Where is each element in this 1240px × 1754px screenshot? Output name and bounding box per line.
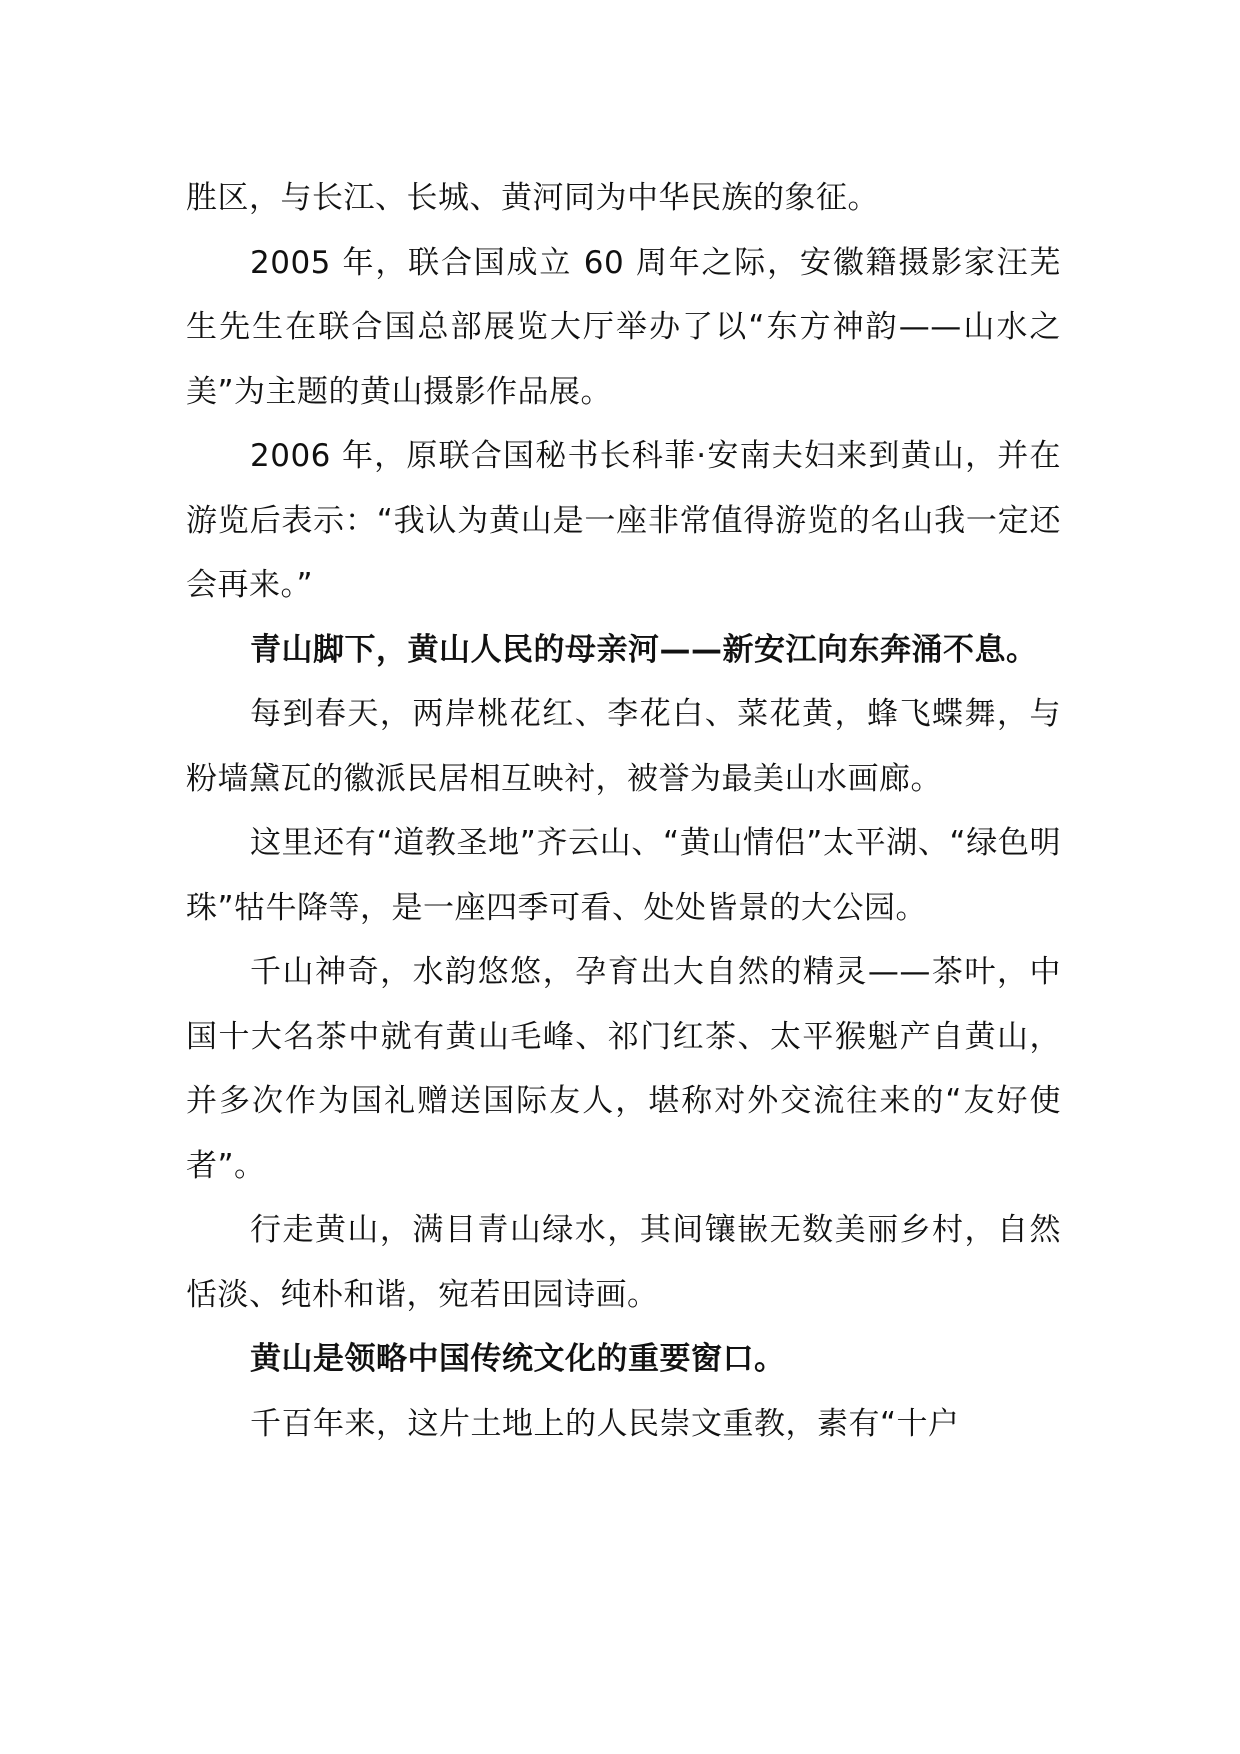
paragraph-culture-start: 千百年来，这片土地上的人民崇文重教，素有“十户	[250, 1405, 960, 1442]
heading-traditional-culture: 黄山是领略中国传统文化的重要窗口。	[250, 1341, 786, 1377]
paragraph-scenic-spots: 这里还有“道教圣地”齐云山、“黄山情侣”太平湖、“绿色明珠”牯牛降等，是一座四季可看、处处皆景的大公园。	[186, 825, 1061, 926]
paragraph-spring-scenery: 每到春天，两岸桃花红、李花白、菜花黄，蜂飞蝶舞，与粉墙黛瓦的徽派民居相互映衬，被誉为最美山水画廊。	[186, 696, 1061, 797]
paragraph-2006-annan-visit: 2006 年，原联合国秘书长科菲·安南夫妇来到黄山，并在游览后表示：“我认为黄山是一座非常值得游览的名山我一定还会再来。”	[186, 438, 1061, 603]
paragraph-villages: 行走黄山，满目青山绿水，其间镶嵌无数美丽乡村，自然恬淡、纯朴和谐，宛若田园诗画。	[186, 1212, 1061, 1313]
paragraph-2005-exhibition: 2005 年，联合国成立 60 周年之际，安徽籍摄影家汪芜生先生在联合国总部展览大厅举办了以“东方神韵——山水之美”为主题的黄山摄影作品展。	[186, 244, 1061, 410]
document-body	[186, 166, 1061, 1456]
paragraph-tea: 千山神奇，水韵悠悠，孕育出大自然的精灵——茶叶，中国十大名茶中就有黄山毛峰、祁门红茶、太平猴魁产自黄山，并多次作为国礼赠送国际友人，堪称对外交流往来的“友好使者”。	[186, 954, 1061, 1184]
paragraph-continuation: 胜区，与长江、长城、黄河同为中华民族的象征。	[186, 180, 879, 216]
heading-xinan-river: 青山脚下，黄山人民的母亲河——新安江向东奔涌不息。	[250, 631, 1038, 668]
